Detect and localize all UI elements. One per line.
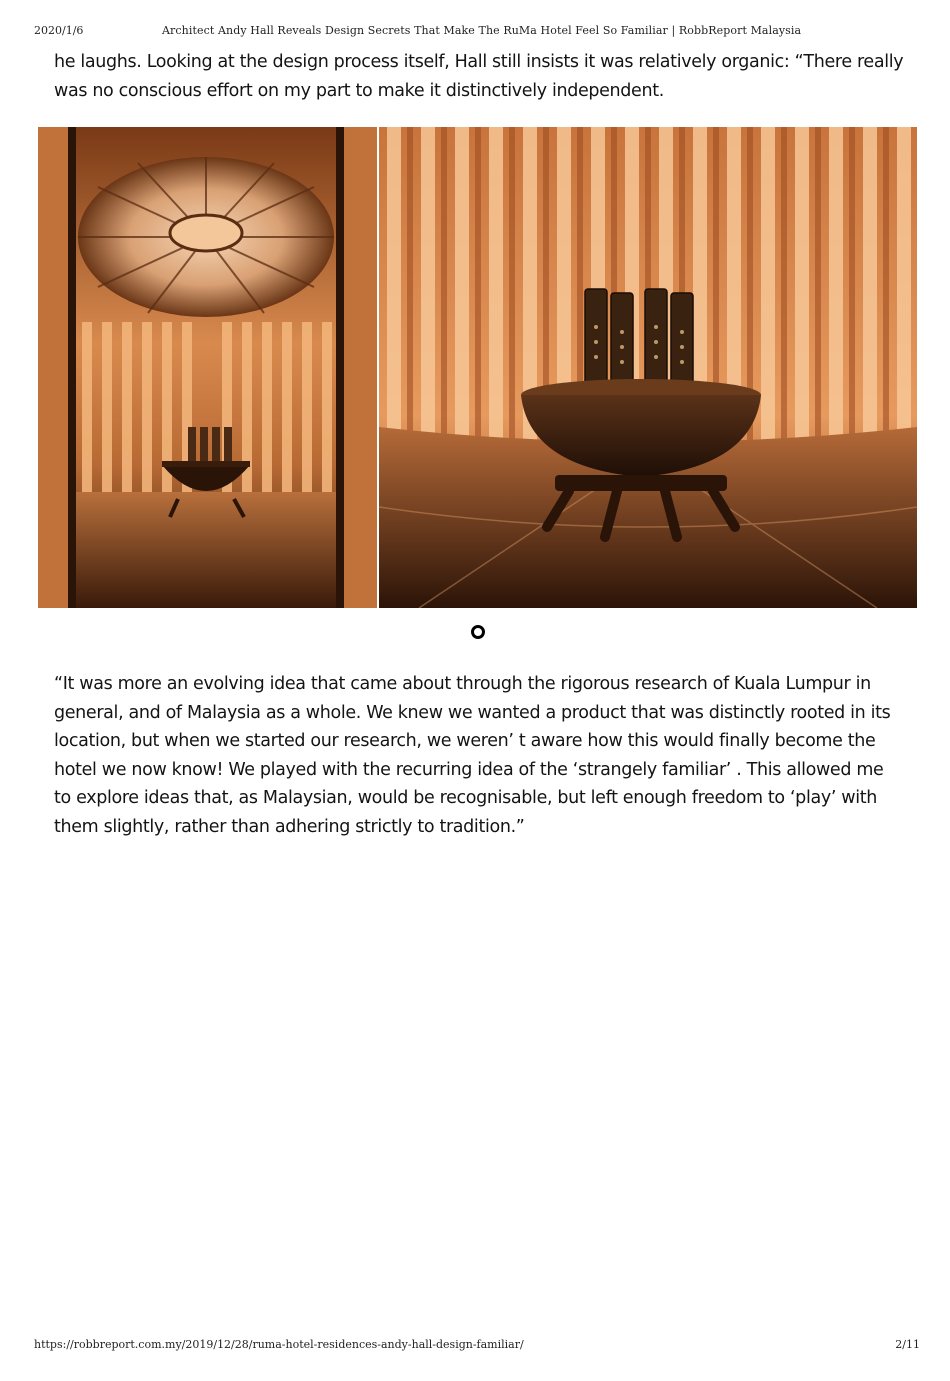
page-url: https://robbreport.com.my/2019/12/28/ruma-hotel-residences-andy-hall-design-familiar/ bbox=[34, 1338, 524, 1351]
page-number: 2/11 bbox=[895, 1338, 920, 1351]
lantern-bowl-photo-graphic bbox=[379, 127, 917, 608]
article-paragraph-top: he laughs. Looking at the design process itself, Hall still insists it was relatively organic: “There really was no conscious effort on my part to make it distinctively independent. bbox=[54, 52, 904, 101]
print-header bbox=[34, 24, 916, 40]
rotunda-photo-graphic bbox=[38, 127, 377, 608]
hotel-photo-left[interactable] bbox=[38, 127, 377, 608]
article-paragraph-quote: “It was more an evolving idea that came about through the rigorous research of Kuala Lumpur in general, and of Malaysia as a whole. We knew we wanted a product that was distinctly rooted in its location, but when we started our research, we weren’ t aware how this would finally become the hotel we now know! We played with the recurring idea of the ‘strangely familiar’ . This allowed me to explore ideas that, as Malaysian, would be recognisable, but left enough freedom to ‘play’ with them slightly, rather than adhering strictly to tradition.” bbox=[54, 674, 891, 837]
hotel-photo-right[interactable] bbox=[379, 127, 917, 608]
print-footer bbox=[34, 1338, 920, 1354]
print-date: 2020/1/6 bbox=[34, 24, 84, 37]
circle-dot-icon[interactable] bbox=[471, 625, 485, 639]
print-page-title: Architect Andy Hall Reveals Design Secrets That Make The RuMa Hotel Feel So Familiar | RobbReport Malaysia bbox=[162, 24, 802, 37]
